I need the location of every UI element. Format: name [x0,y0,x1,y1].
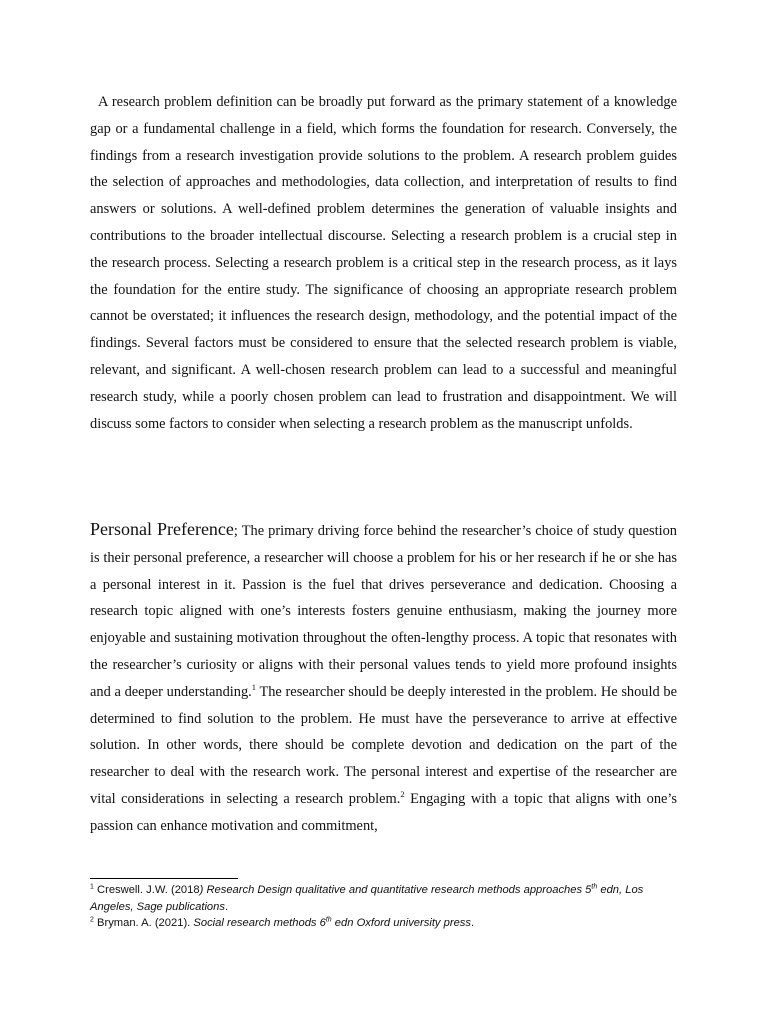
intro-paragraph: A research problem definition can be broadly put forward as the primary statement of a knowledge gap or a fundamental challenge in a field, which forms the foundation for research. Conversely, the findings from a research investigation provide solutions to the problem. A research problem guides the selection of approaches and methodologies, data collection, and interpretation of results to find answers or solutions. A well-defined problem determines the generation of valuable insights and contributions to the broader intellectual discourse. Selecting a research problem is a crucial step in the research process. Selecting a research problem is a critical step in the research process, as it lays the foundation for the entire study. The significance of choosing an appropriate research problem cannot be overstated; it influences the research design, methodology, and the potential impact of the findings. Several factors must be considered to ensure that the selected research problem is viable, relevant, and significant. A well-chosen research problem can lead to a successful and meaningful research study, while a poorly chosen problem can lead to frustration and disappointment. We will discuss some factors to consider when selecting a research problem as the manuscript unfolds. [90,94,677,432]
footnote-1-author: Creswell. J.W. (2018 [93,884,200,896]
footnote-2-publisher: edn Oxford university press [331,917,471,929]
footnote-2-mark: 2 [90,916,94,924]
footnote-2-tail: . [470,917,475,929]
footnote-2-title-sup: th [325,916,332,924]
footnote-1-title: ) Research Design qualitative and quantitative research methods approaches 5 [199,884,592,896]
footnote-1-mark: 1 [90,883,94,891]
footnote-2-title: Social research methods 6 [193,917,326,929]
footnote-ref-1[interactable]: 1 [251,681,256,692]
footnote-separator [90,878,238,879]
footnotes [90,882,680,932]
section-heading: Personal Preference [90,519,234,539]
paragraph-text-part-2: The researcher should be deeply interested in the problem. He should be determined to find solution to the problem. He must have the perseverance to arrive at effective solution. In other words, there should be complete devotion and dedication on the part of the researcher to deal with the research work. The personal interest and expertise of the researcher are vital considerations in selecting a research problem. [90,683,677,807]
footnote-2 [90,915,680,932]
paragraph-text-part-3: Engaging with a topic that aligns with one’s passion can enhance motivation and commitment, [90,790,677,834]
footnote-1-publisher: edn, Los Angeles, Sage publications [90,884,644,913]
paragraph-text-part-1: The primary driving force behind the researcher’s choice of study question is their personal preference, a researcher will choose a problem for his or her research if he or she has a personal interest in it. Passion is the fuel that drives perseverance and dedication. Choosing a research topic aligned with one’s interests fosters genuine enthusiasm, making the journey more enjoyable and sustaining motivation throughout the often-lengthy process. A topic that resonates with the researcher’s curiosity or aligns with their personal values tends to yield more profound insights and a deeper understanding. [90,523,677,700]
footnote-1-title-sup: th [591,883,598,891]
footnote-1-tail: . [224,900,229,913]
personal-preference-paragraph [90,516,677,840]
footnote-1 [90,882,680,915]
footnote-ref-2[interactable]: 2 [400,789,405,800]
footnote-2-author: Bryman. A. (2021). [93,917,194,929]
section-heading-punctuation: ; [233,523,238,539]
